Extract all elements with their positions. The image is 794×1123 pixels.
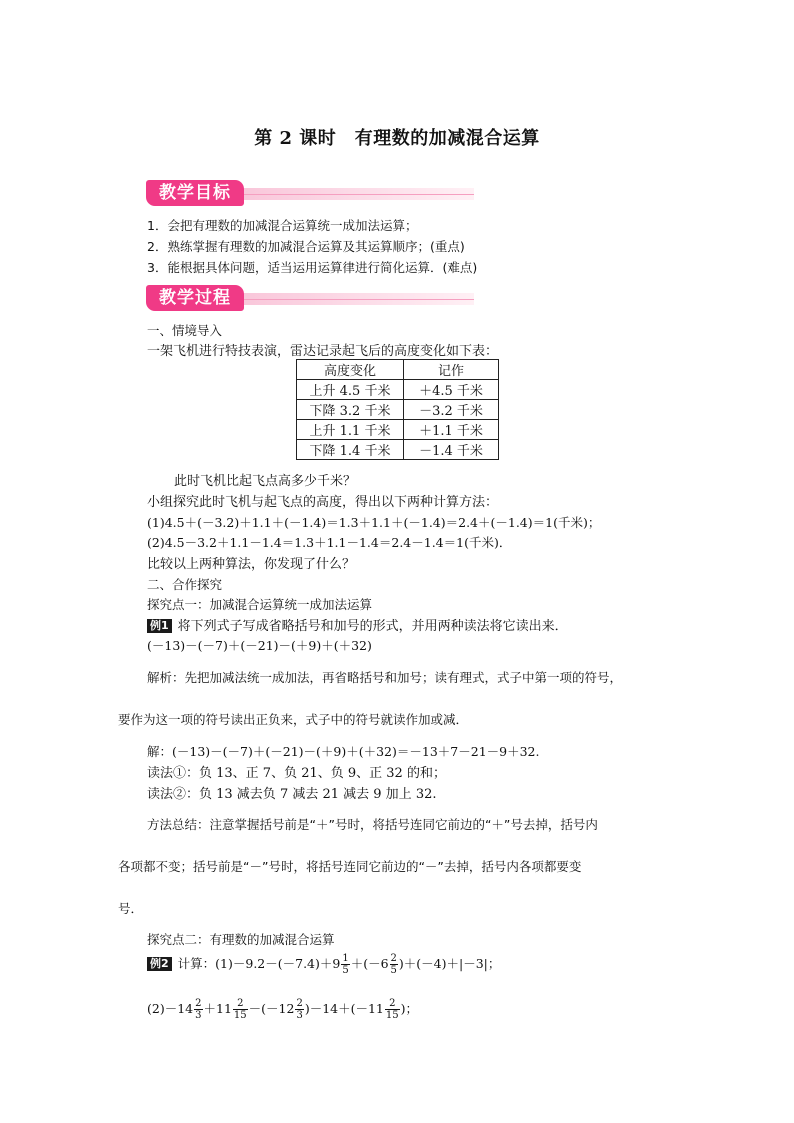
summary-line-3: 号． [118, 901, 144, 916]
table-cell: －1.4 千米 [404, 440, 499, 460]
fraction [390, 953, 398, 976]
table-cell: －3.2 千米 [404, 400, 499, 420]
example-2-label: 例2 [147, 957, 172, 971]
table-header-row [297, 360, 499, 380]
fraction [341, 953, 349, 976]
analysis-line-2: 要作为这一项的符号读出正负来，式子中的符号就读作加或减． [118, 712, 469, 727]
group-text: 小组探究此时飞机与起飞点的高度，得出以下两种计算方法： [147, 495, 499, 510]
compare-text: 比较以上两种算法，你发现了什么？ [147, 557, 356, 572]
expr-part: (2)－14 [147, 1001, 194, 1016]
page-title: 第 2 课时 有理数的加减混合运算 [254, 128, 540, 149]
objective-item-2: 2．熟练掌握有理数的加减混合运算及其运算顺序；(重点) [147, 239, 465, 254]
table-cell: ＋1.1 千米 [404, 420, 499, 440]
fraction-numerator: 2 [390, 953, 397, 964]
table-row [297, 420, 499, 440]
expr-part: ＋11 [203, 1001, 232, 1016]
fraction-numerator: 2 [385, 998, 400, 1010]
fraction-denominator: 5 [390, 965, 397, 976]
example-1-label: 例1 [147, 619, 172, 633]
example-1 [147, 615, 568, 634]
table-cell: 上升 1.1 千米 [297, 420, 404, 440]
expr-part: )－14＋(－11 [304, 1001, 384, 1016]
example-2-mid: ＋(－6 [350, 956, 389, 971]
table-cell: 下降 3.2 千米 [297, 400, 404, 420]
solution-line: 解：(－13)－(－7)＋(－21)－(＋9)＋(＋32)＝－13＋7－21－9＋32. [147, 744, 540, 759]
fraction-numerator: 2 [195, 998, 202, 1009]
fraction [385, 998, 400, 1021]
fraction-numerator: 1 [342, 953, 349, 964]
example-2 [147, 953, 500, 976]
summary-line-1: 方法总结：注意掌握括号前是“＋”号时，将括号连同它前边的“＋”号去掉，括号内 [147, 817, 598, 832]
objective-item-1: 1．会把有理数的加减混合运算统一成加法运算； [147, 218, 418, 233]
example-1-text: 将下列式子写成省略括号和加号的形式，并用两种读法将它读出来． [177, 619, 568, 634]
banner-label: 教学过程 [146, 285, 244, 311]
fraction [194, 998, 202, 1021]
question-text: 此时飞机比起飞点高多少千米？ [174, 474, 357, 489]
table-header: 记作 [404, 360, 499, 380]
reading-2: 读法②：负 13 减去负 7 减去 21 减去 9 加上 32. [147, 787, 437, 802]
fraction-denominator: 15 [385, 1010, 399, 1021]
example-2-prefix: 计算：(1)－9.2－(－7.4)＋9 [177, 956, 341, 971]
expr-part: )； [400, 1001, 419, 1016]
explore-point-1: 探究点一：加减混合运算统一成加法运算 [147, 597, 373, 612]
example-2-part-2 [147, 998, 418, 1021]
section-banner-objectives [146, 180, 474, 206]
method-1: (1)4.5＋(－3.2)＋1.1＋(－1.4)＝1.3＋1.1＋(－1.4)＝2.4＋(－1.4)＝1(千米)； [147, 515, 601, 530]
fraction [233, 998, 248, 1021]
reading-1: 读法①：负 13、正 7、负 21、负 9、正 32 的和； [147, 766, 446, 781]
summary-line-2: 各项都不变；括号前是“－”号时，将括号连同它前边的“－”去掉，括号内各项都要变 [118, 859, 582, 874]
table-cell: 下降 1.4 千米 [297, 440, 404, 460]
table-row [297, 440, 499, 460]
table-cell: 上升 4.5 千米 [297, 380, 404, 400]
section-banner-process [146, 285, 474, 311]
table-header: 高度变化 [297, 360, 404, 380]
banner-label: 教学目标 [146, 180, 244, 206]
method-2: (2)4.5－3.2＋1.1－1.4＝1.3＋1.1－1.4＝2.4－1.4＝1(千米)． [147, 535, 512, 550]
fraction-denominator: 3 [296, 1010, 303, 1021]
part1-heading: 一、情境导入 [147, 323, 223, 338]
example-2-tail: )＋(－4)＋|－3|； [398, 956, 501, 971]
explore-point-2: 探究点二：有理数的加减混合运算 [147, 932, 335, 947]
part2-heading: 二、合作探究 [147, 577, 223, 592]
objective-item-3: 3．能根据具体问题，适当运用运算律进行简化运算．(难点) [147, 260, 478, 275]
fraction-numerator: 2 [233, 998, 248, 1010]
altitude-table [296, 359, 499, 460]
fraction-numerator: 2 [296, 998, 303, 1009]
fraction-denominator: 5 [342, 965, 349, 976]
analysis-line-1: 解析：先把加减法统一成加法，再省略括号和加号；读有理式，式子中第一项的符号， [147, 670, 623, 685]
fraction [295, 998, 303, 1021]
expr-part: －(－12 [248, 1001, 295, 1016]
fraction-denominator: 15 [233, 1010, 247, 1021]
table-cell: ＋4.5 千米 [404, 380, 499, 400]
fraction-denominator: 3 [195, 1010, 202, 1021]
table-row [297, 400, 499, 420]
example-1-expression: (－13)－(－7)＋(－21)－(＋9)＋(＋32) [147, 638, 372, 653]
table-row [297, 380, 499, 400]
intro-text: 一架飞机进行特技表演，雷达记录起飞后的高度变化如下表： [147, 344, 499, 359]
